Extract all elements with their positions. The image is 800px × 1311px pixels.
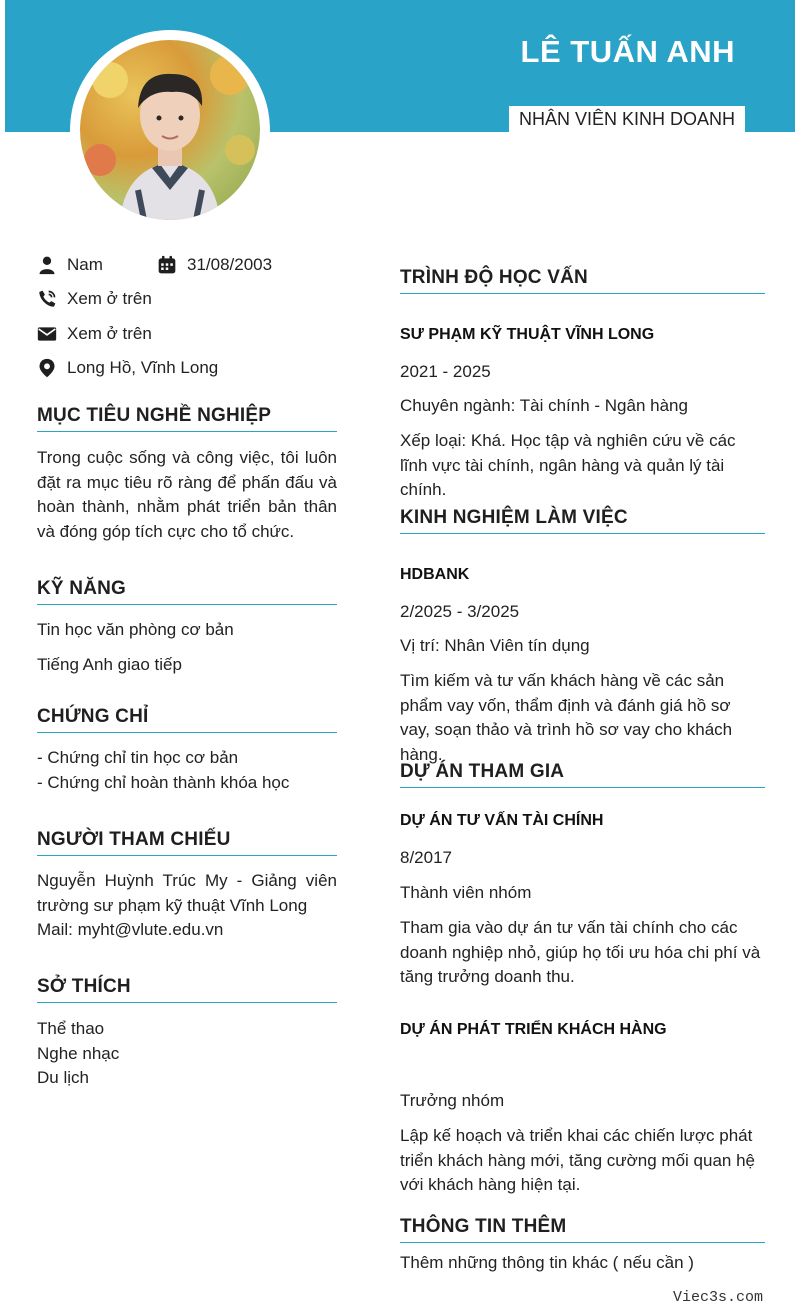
skill-item: Tiếng Anh giao tiếp (37, 655, 182, 674)
reference-text: Nguyễn Huỳnh Trúc My - Giảng viên trường sư phạm kỹ thuật Vĩnh Long (37, 871, 337, 915)
project-role: Trưởng nhóm (400, 1091, 505, 1110)
objective-title: MỤC TIÊU NGHỀ NGHIỆP (37, 405, 337, 432)
gender-text: Nam (67, 255, 103, 274)
birthday-text: 31/08/2003 (187, 255, 273, 274)
project-description: Lập kế hoạch và triển khai các chiến lược phát triển khách hàng mới, tăng cường mối quan hệ với khách hàng hiện tại. (400, 1126, 755, 1194)
hobbies-title: SỞ THÍCH (37, 976, 337, 1003)
education-school: SƯ PHẠM KỸ THUẬT VĨNH LONG (400, 326, 655, 343)
experience-period: 2/2025 - 3/2025 (400, 602, 520, 621)
project-role: Thành viên nhóm (400, 883, 532, 902)
phone-text: Xem ở trên (67, 289, 152, 308)
address-text: Long Hồ, Vĩnh Long (67, 358, 219, 377)
avatar-photo (80, 40, 260, 220)
location-pin-icon (37, 358, 57, 378)
birthday-row (157, 255, 272, 275)
skills-title: KỸ NĂNG (37, 578, 337, 605)
skill-item: Tin học văn phòng cơ bản (37, 620, 234, 639)
additional-text: Thêm những thông tin khác ( nếu cần ) (400, 1253, 694, 1272)
project-description: Tham gia vào dự án tư vấn tài chính cho các doanh nghiệp nhỏ, giúp họ tối ưu hóa chi phí và tăng trưởng doanh thu. (400, 918, 761, 986)
phone-row (37, 289, 152, 309)
objective-text: Trong cuộc sống và công việc, tôi luôn đặt ra mục tiêu rõ ràng để phấn đấu và hoàn thành, nhằm phát triển bản thân và đóng góp tích cực cho tổ chức. (37, 448, 337, 541)
envelope-icon (37, 324, 57, 344)
reference-mail: Mail: myht@vlute.edu.vn (37, 920, 224, 939)
projects-title: DỰ ÁN THAM GIA (400, 761, 765, 788)
gender-row (37, 255, 103, 275)
education-title: TRÌNH ĐỘ HỌC VẤN (400, 267, 765, 294)
project-name: DỰ ÁN TƯ VẤN TÀI CHÍNH (400, 812, 604, 829)
hobby-item: Nghe nhạc (37, 1044, 120, 1063)
project-period: 8/2017 (400, 848, 452, 867)
certificate-item: - Chứng chỉ hoàn thành khóa học (37, 773, 290, 792)
job-title: NHÂN VIÊN KINH DOANH (509, 106, 745, 132)
additional-title: THÔNG TIN THÊM (400, 1216, 765, 1243)
hobby-item: Thể thao (37, 1019, 105, 1038)
avatar (80, 40, 260, 220)
footer-brand: Viec3s.com (672, 1289, 763, 1306)
education-major: Chuyên ngành: Tài chính - Ngân hàng (400, 396, 688, 415)
phone-icon (37, 289, 57, 309)
experience-description: Tìm kiếm và tư vấn khách hàng về các sản phẩm vay vốn, thẩm định và đánh giá hồ sơ vay, soạn thảo và trình hồ sơ vay cho khách hàng. (400, 671, 733, 764)
education-period: 2021 - 2025 (400, 362, 491, 381)
person-icon (37, 255, 57, 275)
candidate-name: LÊ TUẤN ANH (520, 34, 735, 69)
references-title: NGƯỜI THAM CHIẾU (37, 829, 337, 856)
education-description: Xếp loại: Khá. Học tập và nghiên cứu về các lĩnh vực tài chính, ngân hàng và quản lý tài chính. (400, 431, 736, 499)
experience-company: HDBANK (400, 566, 470, 583)
address-row (37, 358, 218, 378)
certificates-title: CHỨNG CHỈ (37, 706, 337, 733)
email-text: Xem ở trên (67, 324, 152, 343)
hobby-item: Du lịch (37, 1068, 89, 1087)
project-name: DỰ ÁN PHÁT TRIỂN KHÁCH HÀNG (400, 1021, 667, 1038)
experience-title: KINH NGHIỆM LÀM VIỆC (400, 507, 765, 534)
email-row (37, 324, 152, 344)
certificate-item: - Chứng chỉ tin học cơ bản (37, 748, 239, 767)
calendar-icon (157, 255, 177, 275)
experience-position: Vị trí: Nhân Viên tín dụng (400, 636, 590, 655)
